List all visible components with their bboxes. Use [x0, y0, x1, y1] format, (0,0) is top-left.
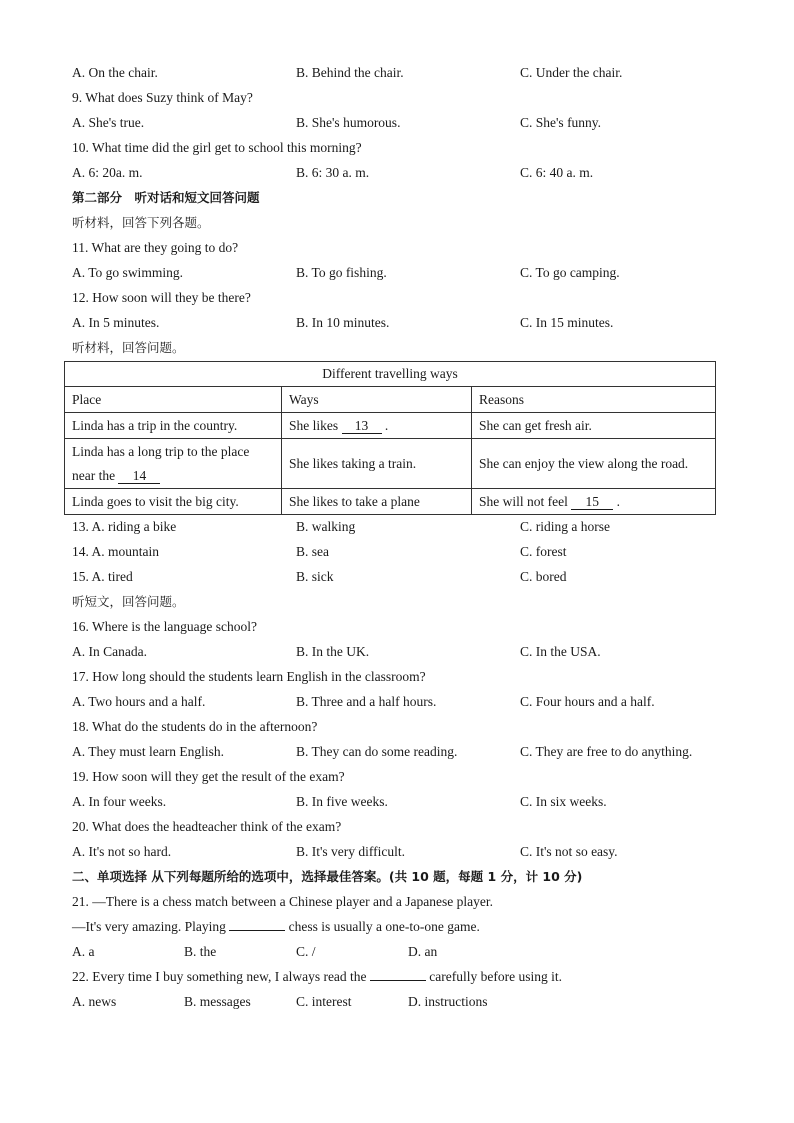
- q15-option-a: 15. A. tired: [72, 569, 133, 584]
- q17-option-a: A. Two hours and a half.: [72, 694, 206, 709]
- q17-question: 17. How long should the students learn English in the classroom?: [72, 669, 426, 684]
- table-row: [65, 489, 716, 515]
- table-header-ways: Ways: [282, 387, 472, 413]
- q22-option-d: D. instructions: [408, 994, 488, 1009]
- q11-option-c: C. To go camping.: [520, 265, 620, 280]
- row3-place: Linda goes to visit the big city.: [65, 489, 282, 515]
- blank-15[interactable]: 15: [571, 494, 613, 510]
- q10-option-b: B. 6: 30 a. m.: [296, 165, 370, 180]
- q21-blank[interactable]: [229, 917, 285, 931]
- q13-option-a: 13. A. riding a bike: [72, 519, 177, 534]
- q18-option-b: B. They can do some reading.: [296, 744, 458, 759]
- row2-reasons: She can enjoy the view along the road.: [472, 439, 716, 489]
- row2-place-line1: Linda has a long trip to the place: [72, 443, 250, 459]
- instruction-2: 听材料，回答问题。: [72, 340, 185, 355]
- q18-option-a: A. They must learn English.: [72, 744, 224, 759]
- q22-option-b: B. messages: [184, 994, 251, 1009]
- q22-prefix: 22. Every time I buy something new, I always read the: [72, 969, 367, 984]
- row1-ways-suffix: .: [384, 417, 389, 433]
- q9-question: 9. What does Suzy think of May?: [72, 90, 253, 105]
- instruction-3: 听短文，回答问题。: [72, 594, 185, 609]
- row2-place-line2: [72, 464, 274, 488]
- instruction-1: 听材料，回答下列各题。: [72, 215, 210, 230]
- q16-question: 16. Where is the language school?: [72, 619, 257, 634]
- q11-option-b: B. To go fishing.: [296, 265, 387, 280]
- q10-option-c: C. 6: 40 a. m.: [520, 165, 594, 180]
- q21-option-d: D. an: [408, 944, 438, 959]
- q11-option-a: A. To go swimming.: [72, 265, 183, 280]
- q21-line1: 21. —There is a chess match between a Chinese player and a Japanese player.: [72, 894, 493, 909]
- row1-reasons: She can get fresh air.: [472, 413, 716, 439]
- table-header-place: Place: [65, 387, 282, 413]
- row2-place: [65, 439, 282, 489]
- q22-blank[interactable]: [370, 967, 426, 981]
- q21-line2: [72, 917, 480, 937]
- q18-option-c: C. They are free to do anything.: [520, 744, 693, 759]
- table-row: [65, 413, 716, 439]
- q21-line2-suffix: chess is usually a one-to-one game.: [288, 919, 480, 934]
- q18-question: 18. What do the students do in the afternoon?: [72, 719, 318, 734]
- row2-place-prefix: near the: [72, 467, 116, 483]
- q20-question: 20. What does the headteacher think of the exam?: [72, 819, 342, 834]
- q13-option-c: C. riding a horse: [520, 519, 610, 534]
- blank-14[interactable]: 14: [118, 468, 160, 484]
- row1-place: Linda has a trip in the country.: [65, 413, 282, 439]
- q21-option-b: B. the: [184, 944, 217, 959]
- q9-option-c: C. She's funny.: [520, 115, 602, 130]
- section2-heading: 二、单项选择 从下列每题所给的选项中，选择最佳答案。(共 10 题，每题 1 分，计 10 分): [72, 869, 583, 884]
- q8-option-b: B. Behind the chair.: [296, 65, 404, 80]
- q22-option-a: A. news: [72, 994, 117, 1009]
- table-row: [65, 439, 716, 489]
- q20-option-a: A. It's not so hard.: [72, 844, 172, 859]
- row3-ways: She likes to take a plane: [282, 489, 472, 515]
- q16-option-a: A. In Canada.: [72, 644, 147, 659]
- q17-option-b: B. Three and a half hours.: [296, 694, 437, 709]
- q14-option-c: C. forest: [520, 544, 567, 559]
- q21-option-a: A. a: [72, 944, 95, 959]
- table-header-reasons: Reasons: [472, 387, 716, 413]
- q12-option-b: B. In 10 minutes.: [296, 315, 390, 330]
- q12-option-c: C. In 15 minutes.: [520, 315, 614, 330]
- q14-option-b: B. sea: [296, 544, 329, 559]
- q21-line2-prefix: —It's very amazing. Playing: [72, 919, 226, 934]
- row3-reasons-suffix: .: [616, 493, 620, 509]
- q15-option-c: C. bored: [520, 569, 567, 584]
- blank-13[interactable]: 13: [342, 418, 382, 434]
- q19-question: 19. How soon will they get the result of the exam?: [72, 769, 345, 784]
- q15-option-b: B. sick: [296, 569, 334, 584]
- q20-option-c: C. It's not so easy.: [520, 844, 618, 859]
- table-caption: Different travelling ways: [65, 362, 716, 387]
- q11-question: 11. What are they going to do?: [72, 240, 239, 255]
- row3-reasons-prefix: She will not feel: [479, 493, 568, 509]
- q10-option-a: A. 6: 20a. m.: [72, 165, 143, 180]
- q22-option-c: C. interest: [296, 994, 352, 1009]
- q16-option-c: C. In the USA.: [520, 644, 601, 659]
- q9-option-a: A. She's true.: [72, 115, 145, 130]
- q19-option-c: C. In six weeks.: [520, 794, 607, 809]
- q19-option-b: B. In five weeks.: [296, 794, 388, 809]
- row1-ways: [282, 413, 472, 439]
- q12-option-a: A. In 5 minutes.: [72, 315, 160, 330]
- q9-option-b: B. She's humorous.: [296, 115, 401, 130]
- part2-heading: 第二部分 听对话和短文回答问题: [72, 190, 260, 205]
- travelling-ways-table: [64, 361, 716, 515]
- q13-option-b: B. walking: [296, 519, 356, 534]
- q22-question: [72, 967, 562, 987]
- q8-option-a: A. On the chair.: [72, 65, 158, 80]
- row1-ways-prefix: She likes: [289, 417, 339, 433]
- q12-question: 12. How soon will they be there?: [72, 290, 251, 305]
- q16-option-b: B. In the UK.: [296, 644, 370, 659]
- q10-question: 10. What time did the girl get to school this morning?: [72, 140, 362, 155]
- row3-reasons: [472, 489, 716, 515]
- q20-option-b: B. It's very difficult.: [296, 844, 406, 859]
- q21-option-c: C. /: [296, 944, 316, 959]
- q19-option-a: A. In four weeks.: [72, 794, 167, 809]
- q22-suffix: carefully before using it.: [429, 969, 562, 984]
- row2-ways: She likes taking a train.: [282, 439, 472, 489]
- q14-option-a: 14. A. mountain: [72, 544, 159, 559]
- q17-option-c: C. Four hours and a half.: [520, 694, 655, 709]
- q8-option-c: C. Under the chair.: [520, 65, 623, 80]
